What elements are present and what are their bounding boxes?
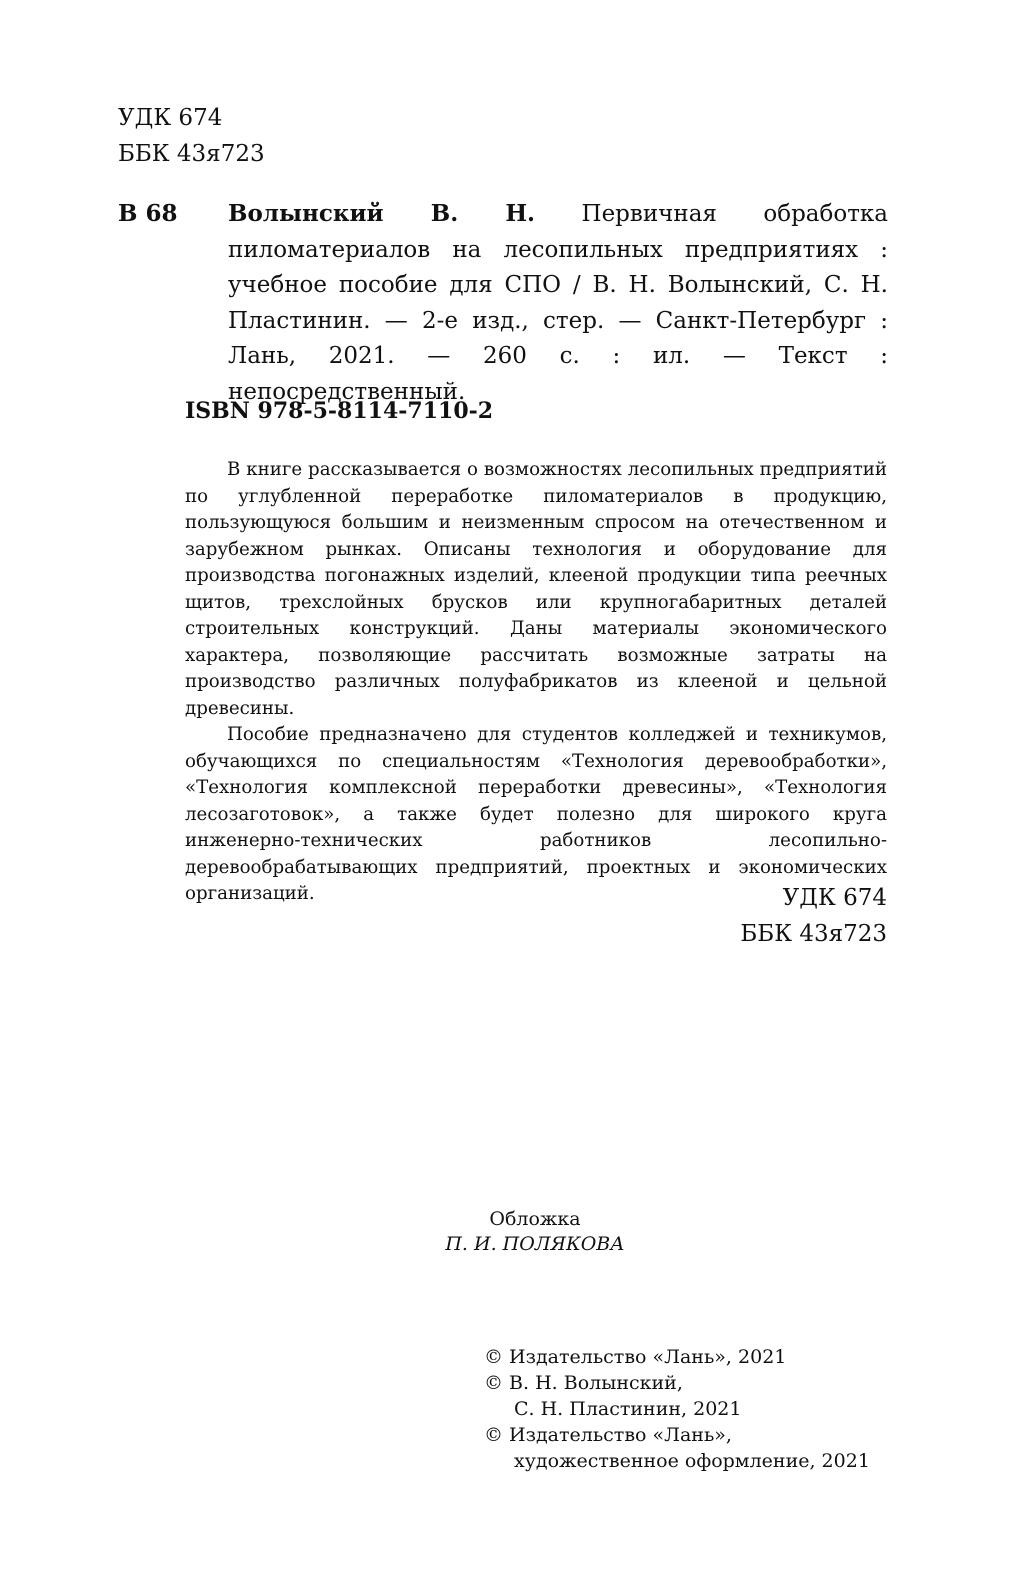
copyright-line: © В. Н. Волынский, xyxy=(484,1372,683,1394)
author-name: Волынский В. Н. xyxy=(228,200,536,227)
isbn: ISBN 978-5-8114-7110-2 xyxy=(185,398,494,424)
annotation-paragraph: Пособие предназначено для студентов колледжей и техникумов, обучающихся по специальностям «Технология деревообработки», «Технология комплексной переработки древесины», «Технология лесозаготовок», а также будет полезно для широкого круга инженерно-технических работников лесопильно-деревообрабатывающих предприятий, проектных и экономических организаций. xyxy=(185,724,887,904)
cover-label: Обложка xyxy=(489,1208,581,1230)
annotation-paragraph: В книге рассказывается о возможностях лесопильных предприятий по углубленной переработке пиломатериалов в продукцию, пользующуюся большим и неизменным спросом на отечественном и зарубежном рынках. Описаны технология и оборудование для производства погонажных изделий, клееной продукции типа реечных щитов, трехслойных брусков или крупногабаритных деталей строительных конструкций. Даны материалы экономического характера, позволяющие рассчитать возможные затраты на производство различных полуфабрикатов из клееной и цельной древесины. xyxy=(185,459,887,719)
bbk-code: ББК 43я723 xyxy=(118,141,265,167)
publication-details: Первичная обработка пиломатериалов на лесопильных предприятиях : учебное пособие для СПО / В. Н. Волынский, С. Н. Пластинин. — 2-е изд., стер. — Санкт-Петербург : Лань, 2021. — 260 с. : ил. — Текст : непосредственный. xyxy=(228,201,889,405)
classification-codes-bottom xyxy=(740,880,887,952)
copyright-notices xyxy=(484,1344,870,1474)
author-cipher: В 68 xyxy=(118,200,178,227)
copyright-line: © Издательство «Лань», xyxy=(484,1424,732,1446)
classification-codes-top xyxy=(118,100,265,172)
bbk-code: ББК 43я723 xyxy=(740,921,887,947)
bibliographic-description xyxy=(228,196,888,410)
udk-code: УДК 674 xyxy=(782,885,887,911)
copyright-line: С. Н. Пластинин, 2021 xyxy=(514,1398,742,1420)
annotation xyxy=(185,457,887,908)
copyright-line: © Издательство «Лань», 2021 xyxy=(484,1346,787,1368)
cover-credit xyxy=(300,1207,770,1257)
udk-code: УДК 674 xyxy=(118,105,223,131)
cover-designer: П. И. ПОЛЯКОВА xyxy=(445,1233,625,1255)
copyright-line: художественное оформление, 2021 xyxy=(514,1450,870,1472)
